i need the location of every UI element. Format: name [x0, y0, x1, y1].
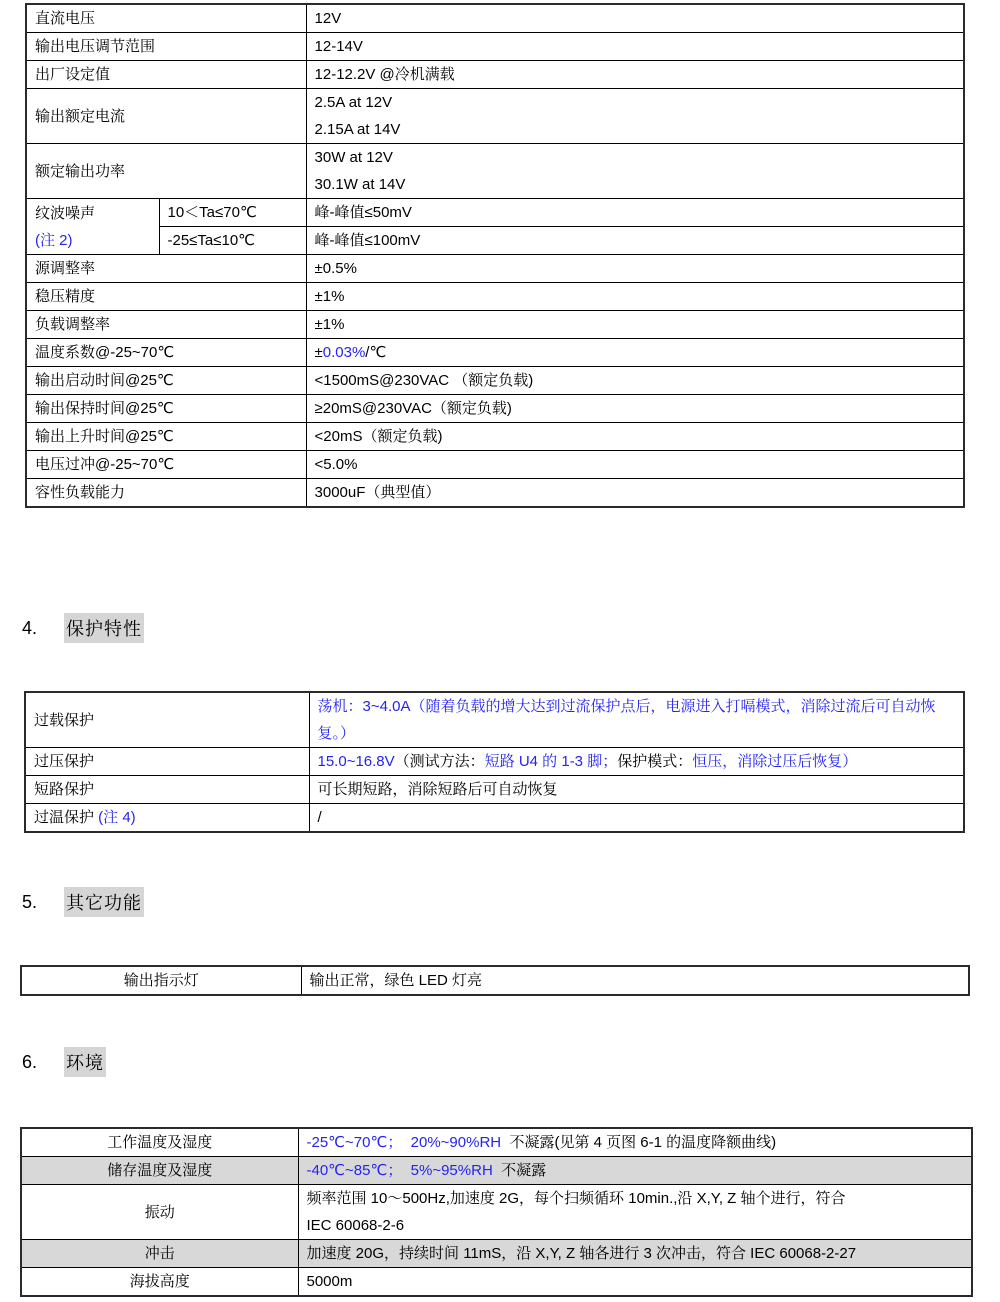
protection-table — [24, 691, 965, 833]
table-cell: <5.0% — [306, 451, 964, 479]
section-4-number: 4. — [22, 617, 38, 638]
table-cell: 额定输出功率 — [26, 144, 306, 199]
table-cell: 储存温度及湿度 — [21, 1157, 298, 1185]
section-6-number: 6. — [22, 1051, 38, 1072]
table-cell: -25℃~70℃； 20%~90%RH 不凝露(见第 4 页图 6-1 的温度降额曲线) — [298, 1128, 972, 1157]
table-cell: <20mS（额定负载) — [306, 423, 964, 451]
table-row — [26, 33, 964, 61]
section-6-heading — [22, 1047, 1000, 1077]
function-table — [20, 965, 970, 996]
table-row — [26, 479, 964, 508]
table-cell: 12-12.2V @冷机满载 — [306, 61, 964, 89]
table-cell: 冲击 — [21, 1240, 298, 1268]
environment-table — [20, 1127, 973, 1297]
table-cell: 输出额定电流 — [26, 89, 306, 144]
table-cell: 输出启动时间@25℃ — [26, 367, 306, 395]
table-cell: 10＜Ta≤70℃ — [159, 199, 306, 227]
table-row — [25, 748, 964, 776]
table-cell: 12-14V — [306, 33, 964, 61]
table-row — [26, 395, 964, 423]
table-cell: 出厂设定值 — [26, 61, 306, 89]
table-row — [26, 339, 964, 367]
table-cell: 过压保护 — [25, 748, 309, 776]
section-4-heading — [22, 613, 1000, 643]
table-row — [21, 966, 969, 995]
table-row — [26, 4, 964, 33]
table-cell: 可长期短路，消除短路后可自动恢复 — [309, 776, 964, 804]
table-row — [26, 283, 964, 311]
table-cell: 输出电压调节范围 — [26, 33, 306, 61]
table-row — [26, 423, 964, 451]
table-cell: ±1% — [306, 283, 964, 311]
table-row — [26, 144, 964, 199]
table-cell: ±1% — [306, 311, 964, 339]
table-row — [26, 451, 964, 479]
table-row — [26, 367, 964, 395]
table-cell: / — [309, 804, 964, 833]
table-cell: 2.5A at 12V 2.15A at 14V — [306, 89, 964, 144]
table-cell: 输出上升时间@25℃ — [26, 423, 306, 451]
table-row — [21, 1128, 972, 1157]
table-cell: 30W at 12V 30.1W at 14V — [306, 144, 964, 199]
table-cell: 短路保护 — [25, 776, 309, 804]
table-cell: -40℃~85℃； 5%~95%RH 不凝露 — [298, 1157, 972, 1185]
table-row — [26, 227, 964, 255]
table-cell: 振动 — [21, 1185, 298, 1240]
table-row — [26, 199, 964, 227]
table-cell: 荡机：3~4.0A（随着负载的增大达到过流保护点后，电源进入打嗝模式，消除过流后可自动恢复。） — [309, 692, 964, 748]
table-row — [26, 255, 964, 283]
table-row — [26, 61, 964, 89]
table-row — [21, 1240, 972, 1268]
table-cell: 频率范围 10～500Hz,加速度 2G，每个扫频循环 10min.,沿 X,Y, Z 轴个进行，符合 IEC 60068-2-6 — [298, 1185, 972, 1240]
table-cell: 5000m — [298, 1268, 972, 1297]
table-row — [26, 89, 964, 144]
section-4-title: 保护特性 — [64, 613, 144, 643]
section-5-number: 5. — [22, 891, 38, 912]
section-5-title: 其它功能 — [64, 887, 144, 917]
table-cell: 12V — [306, 4, 964, 33]
table-cell: 纹波噪声 (注 2) — [26, 199, 159, 255]
table-cell: 加速度 20G，持续时间 11mS，沿 X,Y, Z 轴各进行 3 次冲击，符合 IEC 60068-2-27 — [298, 1240, 972, 1268]
spec-table — [25, 3, 965, 508]
table-cell: 15.0~16.8V（测试方法：短路 U4 的 1-3 脚；保护模式：恒压，消除过压后恢复） — [309, 748, 964, 776]
table-row — [21, 1185, 972, 1240]
table-row — [21, 1268, 972, 1297]
table-cell: <1500mS@230VAC （额定负载) — [306, 367, 964, 395]
table-cell: 海拔高度 — [21, 1268, 298, 1297]
table-cell: -25≤Ta≤10℃ — [159, 227, 306, 255]
table-row — [26, 311, 964, 339]
table-cell: ±0.03%/℃ — [306, 339, 964, 367]
section-6-title: 环境 — [64, 1047, 106, 1077]
table-cell: 温度系数@-25~70℃ — [26, 339, 306, 367]
table-cell: 峰-峰值≤100mV — [306, 227, 964, 255]
table-row — [25, 804, 964, 833]
section-5-heading — [22, 887, 1000, 917]
table-cell: 输出保持时间@25℃ — [26, 395, 306, 423]
table-cell: 负载调整率 — [26, 311, 306, 339]
table-cell: 容性负载能力 — [26, 479, 306, 508]
table-cell: 过载保护 — [25, 692, 309, 748]
table-cell: 过温保护 (注 4) — [25, 804, 309, 833]
table-cell: ≥20mS@230VAC（额定负载) — [306, 395, 964, 423]
table-row — [25, 692, 964, 748]
table-cell: 输出指示灯 — [21, 966, 301, 995]
table-cell: 源调整率 — [26, 255, 306, 283]
table-cell: 峰-峰值≤50mV — [306, 199, 964, 227]
table-cell: 直流电压 — [26, 4, 306, 33]
table-cell: 电压过冲@-25~70℃ — [26, 451, 306, 479]
table-cell: 3000uF（典型值） — [306, 479, 964, 508]
table-cell: 工作温度及湿度 — [21, 1128, 298, 1157]
table-row — [21, 1157, 972, 1185]
table-cell: 输出正常，绿色 LED 灯亮 — [301, 966, 969, 995]
table-cell: ±0.5% — [306, 255, 964, 283]
table-row — [25, 776, 964, 804]
table-cell: 稳压精度 — [26, 283, 306, 311]
